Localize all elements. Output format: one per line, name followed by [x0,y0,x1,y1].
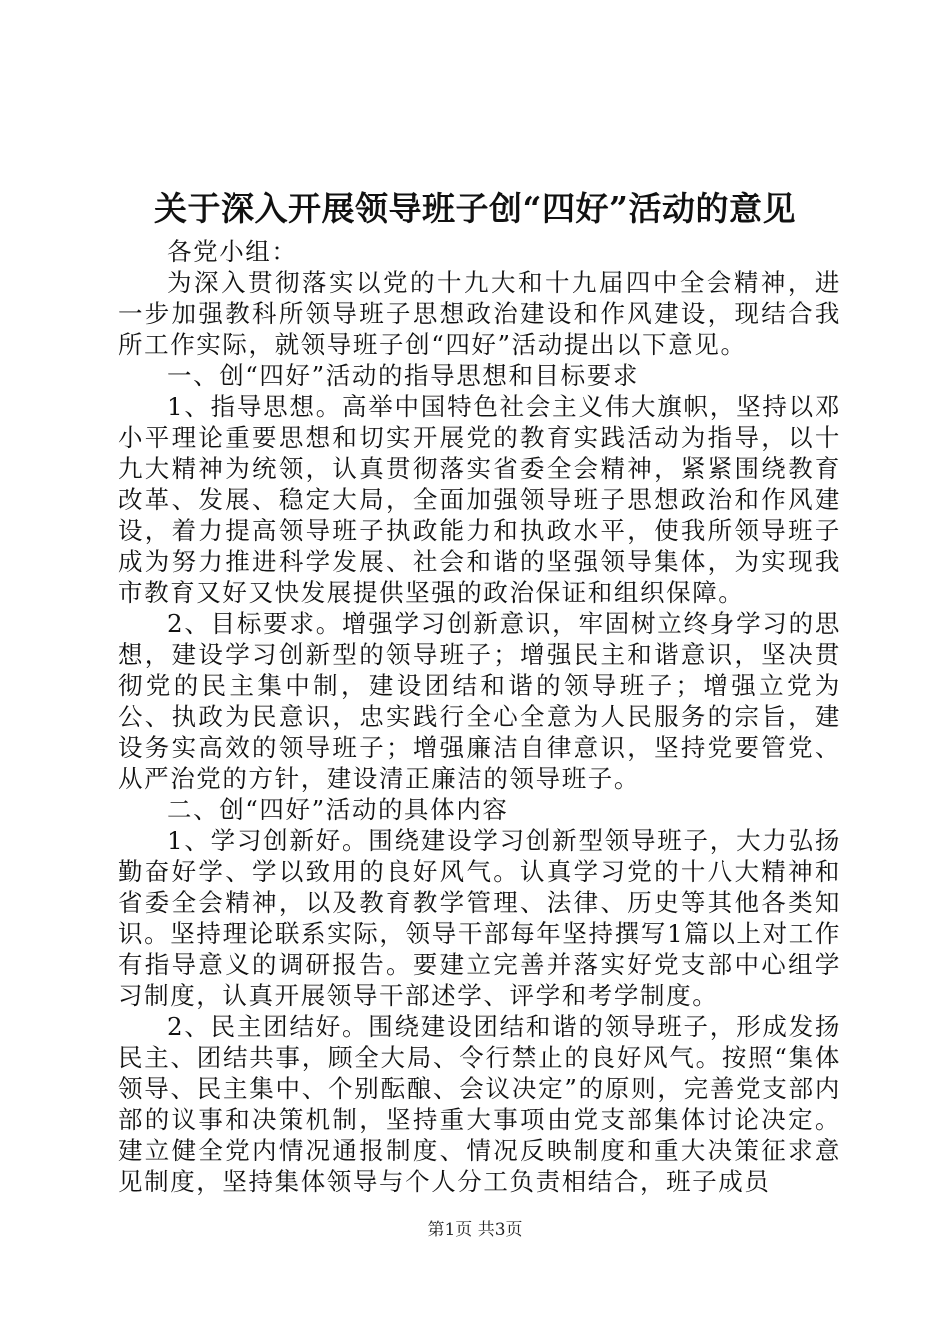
paragraph-learning-innovation: 1、学习创新好。围绕建设学习创新型领导班子，大力弘扬勤奋好学、学以致用的良好风气。认真学习党的十八大精神和省委全会精神，以及教育教学管理、法律、历史等其他各类知识。坚持理论联系实际，领导干部每年坚持撰写1篇以上对工作有指导意义的调研报告。要建立完善并落实好党支部中心组学习制度，认真开展领导干部述学、评学和考学制度。 [118,826,841,1010]
paragraph-goals: 2、目标要求。增强学习创新意识，牢固树立终身学习的思想，建设学习创新型的领导班子；增强民主和谐意识，坚决贯彻党的民主集中制，建设团结和谐的领导班子；增强立党为公、执政为民意识，忠实践行全心全意为人民服务的宗旨，建设务实高效的领导班子；增强廉洁自律意识，坚持党要管党、从严治党的方针，建设清正廉洁的领导班子。 [118,609,841,793]
paragraph-guiding-thought: 1、指导思想。高举中国特色社会主义伟大旗帜，坚持以邓小平理论重要思想和切实开展党的教育实践活动为指导，以十九大精神为统领，认真贯彻落实省委全会精神，紧紧围绕教育改革、发展、稳定大局，全面加强领导班子思想政治和作风建设，着力提高领导班子执政能力和执政水平，使我所领导班子成为努力推进科学发展、社会和谐的坚强领导集体，为实现我市教育又好又快发展提供坚强的政治保证和组织保障。 [118,392,841,607]
document-title: 关于深入开展领导班子创“四好”活动的意见 [154,189,796,228]
page-number-footer: 第1页 共3页 [427,1220,523,1240]
section-heading-2: 二、创“四好”活动的具体内容 [167,795,509,824]
paragraph-democratic-unity: 2、民主团结好。围绕建设团结和谐的领导班子，形成发扬民主、团结共事，顾全大局、令行禁止的良好风气。按照“集体领导、民主集中、个别酝酿、会议决定”的原则，完善党支部内部的议事和决策机制，坚持重大事项由党支部集体讨论决定。建立健全党内情况通报制度、情况反映制度和重大决策征求意见制度，坚持集体领导与个人分工负责相结合，班子成员 [118,1012,841,1196]
document-body [118,236,841,1197]
intro-paragraph: 为深入贯彻落实以党的十九大和十九届四中全会精神，进一步加强教科所领导班子思想政治建设和作风建设，现结合我所工作实际，就领导班子创“四好”活动提出以下意见。 [118,268,841,359]
section-heading-1: 一、创“四好”活动的指导思想和目标要求 [167,361,639,390]
salutation: 各党小组： [167,237,298,266]
